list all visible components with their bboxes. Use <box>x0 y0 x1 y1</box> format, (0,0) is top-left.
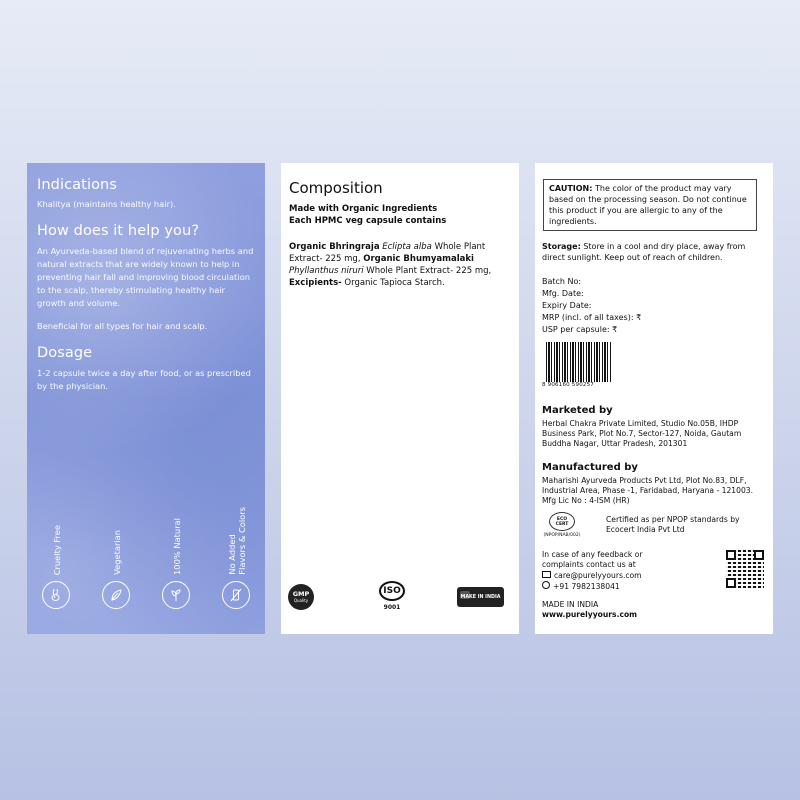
gmp-text: GMP <box>292 590 310 598</box>
iso-logo <box>374 581 410 615</box>
make-in-india-text: MAKE IN INDIA <box>460 594 501 600</box>
mfg-date: Mfg. Date: <box>542 289 584 298</box>
ingredients-text <box>289 241 511 289</box>
caution-box <box>543 179 757 231</box>
natural-leaves-icon <box>162 581 190 609</box>
indications-text: Khalitya (maintains healthy hair). <box>37 199 176 209</box>
ecocert-text: ECO CERT <box>555 516 569 527</box>
make-in-india-logo <box>457 587 504 607</box>
claim-natural <box>159 493 195 618</box>
indications-panel <box>27 163 265 634</box>
excipients-value: Organic Tapioca Starch. <box>344 278 445 288</box>
phone[interactable]: +91 7982138041 <box>553 582 620 591</box>
website-link[interactable]: www.purelyyours.com <box>542 610 638 619</box>
composition-panel <box>281 163 519 634</box>
ingredient-2-latin: Phyllanthus niruri <box>289 266 364 276</box>
composition-subtitle-2: Each HPMC veg capsule contains <box>289 216 447 226</box>
claim-label: 100% Natural <box>172 518 182 575</box>
iso-number: 9001 <box>383 604 401 611</box>
contact-block <box>542 550 766 592</box>
claims-row <box>37 493 255 618</box>
iso-text: ISO <box>383 585 401 596</box>
ingredient-2-rest: Whole Plant Extract- 225 mg, <box>366 266 492 276</box>
info-panel <box>535 163 773 634</box>
qr-code-icon <box>726 550 764 588</box>
ecocert-code: (NPOP/NAB/002) <box>543 533 581 538</box>
certification-logos <box>281 578 519 618</box>
expiry-date: Expiry Date: <box>542 301 592 310</box>
gmp-sub: Quality <box>293 598 309 603</box>
claim-cruelty-free <box>39 493 75 618</box>
dosage-title: Dosage <box>37 345 93 361</box>
ingredient-2-name: Organic Bhumyamalaki <box>363 254 474 264</box>
mrp: MRP (incl. of all taxes): ₹ <box>542 313 642 322</box>
feedback-text: In case of any feedback or complaints contact us at <box>542 550 643 569</box>
claim-vegetarian <box>99 493 135 618</box>
ingredient-1-name: Organic Bhringraja <box>289 242 380 252</box>
barcode-number: 8 906160 590257 <box>542 382 594 388</box>
help-text: An Ayurveda-based blend of rejuvenating herbs and natural extracts that are widely known to help in preventing hair fall and improving blood circulation to the scalp, thereby stimulating healthy hair growth and volume. <box>37 246 254 308</box>
made-in-text: MADE IN INDIA <box>542 600 599 609</box>
whatsapp-icon <box>542 581 550 589</box>
marketed-title: Marketed by <box>542 405 613 416</box>
caution-text: The color of the product may vary based on the processing season. Do not continue this product if you are allergic to any of the ingredients. <box>549 184 747 226</box>
ingredient-1-latin: Eclipta alba <box>382 242 432 252</box>
iso-ring-icon <box>379 581 405 601</box>
dosage-text: 1-2 capsule twice a day after food, or as prescribed by the physician. <box>37 368 251 391</box>
storage-label: Storage: <box>542 242 581 251</box>
certified-text: Certified as per NPOP standards by Ecocert India Pvt Ltd <box>606 515 740 534</box>
manufactured-title: Manufactured by <box>542 462 638 473</box>
rabbit-icon <box>42 581 70 609</box>
mfg-lic: Mfg Lic No : 4-ISM (HR) <box>542 496 630 505</box>
email[interactable]: care@purelyyours.com <box>554 571 642 580</box>
manufactured-text: Maharishi Ayurveda Products Pvt Ltd, Plot No.83, DLF, Industrial Area, Phase -1, Faridabad, Haryana - 121003. <box>542 476 754 495</box>
batch-no: Batch No: <box>542 277 582 286</box>
composition-title: Composition <box>289 179 383 197</box>
excipients-label: Excipients- <box>289 278 342 288</box>
beneficial-text: Beneficial for all types for hair and scalp. <box>37 321 208 331</box>
caution-label: CAUTION: <box>549 184 593 193</box>
storage-text <box>542 241 766 263</box>
storage-value: Store in a cool and dry place, away from direct sunlight. Keep out of reach of children. <box>542 242 746 262</box>
no-additives-icon <box>222 581 250 609</box>
ecocert-leaf-icon <box>549 512 575 531</box>
ecocert-row <box>542 512 766 546</box>
gmp-logo <box>288 584 314 610</box>
barcode-bars-icon <box>546 342 612 382</box>
ingredient-1-rest: Whole Plant Extract- 225 mg, <box>289 242 486 264</box>
claim-label: Vegetarian <box>112 530 122 575</box>
claim-no-added <box>219 493 255 618</box>
claim-label: Cruelty Free <box>52 524 62 575</box>
mail-icon <box>542 571 551 578</box>
help-title: How does it help you? <box>37 223 200 239</box>
ecocert-logo <box>542 512 582 538</box>
leaf-icon <box>102 581 130 609</box>
indications-title: Indications <box>37 177 117 193</box>
marketed-text: Herbal Chakra Private Limited, Studio No.05B, IHDP Business Park, Plot No.7, Sector-127, Noida, Gautam Buddha Nagar, Uttar Pradesh, 201301 <box>542 419 742 448</box>
barcode <box>542 342 612 389</box>
claim-label: No Added Flavors & Colors <box>227 507 247 575</box>
composition-subtitle-1: Made with Organic Ingredients <box>289 204 438 214</box>
batch-info <box>542 276 766 336</box>
usp: USP per capsule: ₹ <box>542 325 618 334</box>
